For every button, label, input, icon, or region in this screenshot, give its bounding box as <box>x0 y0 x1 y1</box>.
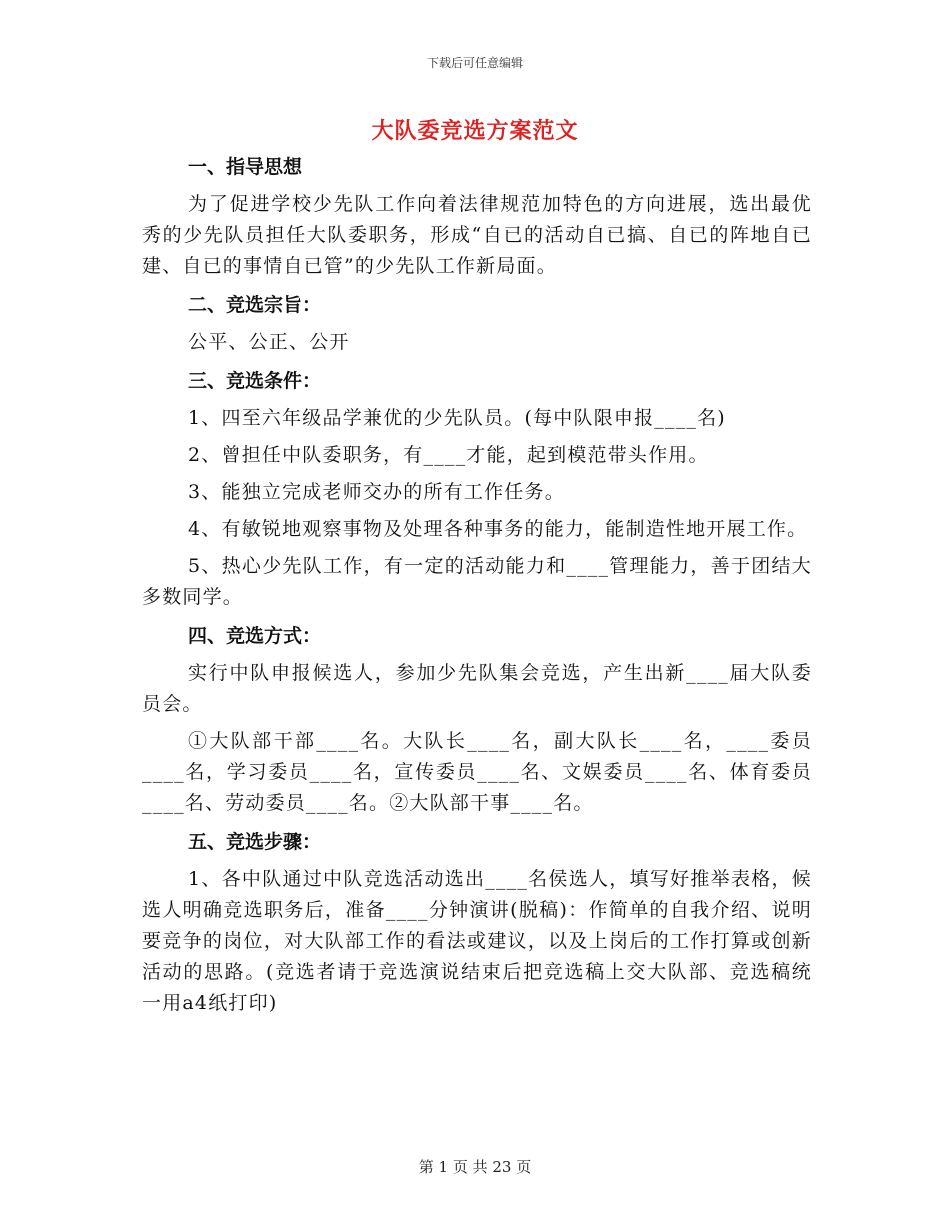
paragraph-steps-1: 1、各中队通过中队竞选活动选出____名侯选人，填写好推举表格，候选人明确竞选职务后，准备____分钟演讲(脱稿)：作简单的自我介绍、说明要竞争的岗位，对大队部工作的看法或建议，以及上岗后的工作打算或创新活动的思路。(竞选者请于竞选演说结束后把竞选稿上交大队部、竞选稿统一用a4纸打印) <box>142 868 812 1014</box>
condition-item: 3、能独立完成老师交办的所有工作任务。 <box>188 481 565 503</box>
section-heading-purpose: 二、竞选宗旨： <box>188 294 322 316</box>
condition-item: 1、四至六年级品学兼优的少先队员。(每中队限申报____名) <box>188 407 726 429</box>
paragraph-method-1: 实行中队申报候选人，参加少先队集会竞选，产生出新____届大队委员会。 <box>142 662 812 715</box>
section-heading-method: 四、竞选方式： <box>188 625 322 647</box>
paragraph-method-2: ①大队部干部____名。大队长____名，副大队长____名，____委员____名，学习委员____名，宣传委员____名、文娱委员____名、体育委员____名、劳动委员____名。②大队部干事____名。 <box>142 730 812 814</box>
document-title: 大队委竞选方案范文 <box>371 118 579 144</box>
section-heading-steps: 五、竞选步骤： <box>188 831 322 853</box>
paragraph-guiding-thought: 为了促进学校少先队工作向着法律规范加特色的方向进展，选出最优秀的少先队员担任大队委职务，形成“自已的活动自已搞、自已的阵地自已建、自已的事情自已管”的少先队工作新局面。 <box>142 193 812 277</box>
condition-item: 4、有敏锐地观察事物及处理各种事务的能力，能制造性地开展工作。 <box>188 518 808 540</box>
document-body <box>142 152 812 1025</box>
condition-item: 2、曾担任中队委职务，有____才能，起到模范带头作用。 <box>188 444 709 466</box>
section-heading-conditions: 三、竞选条件： <box>188 370 322 392</box>
page-number-footer: 第 1 页 共 23 页 <box>418 1158 532 1176</box>
section-heading-guiding-thought: 一、指导思想 <box>188 156 303 178</box>
page-header-note: 下载后可任意编辑 <box>426 56 523 70</box>
paragraph-purpose: 公平、公正、公开 <box>188 331 350 353</box>
condition-item: 5、热心少先队工作，有一定的活动能力和____管理能力，善于团结大多数同学。 <box>142 555 812 608</box>
